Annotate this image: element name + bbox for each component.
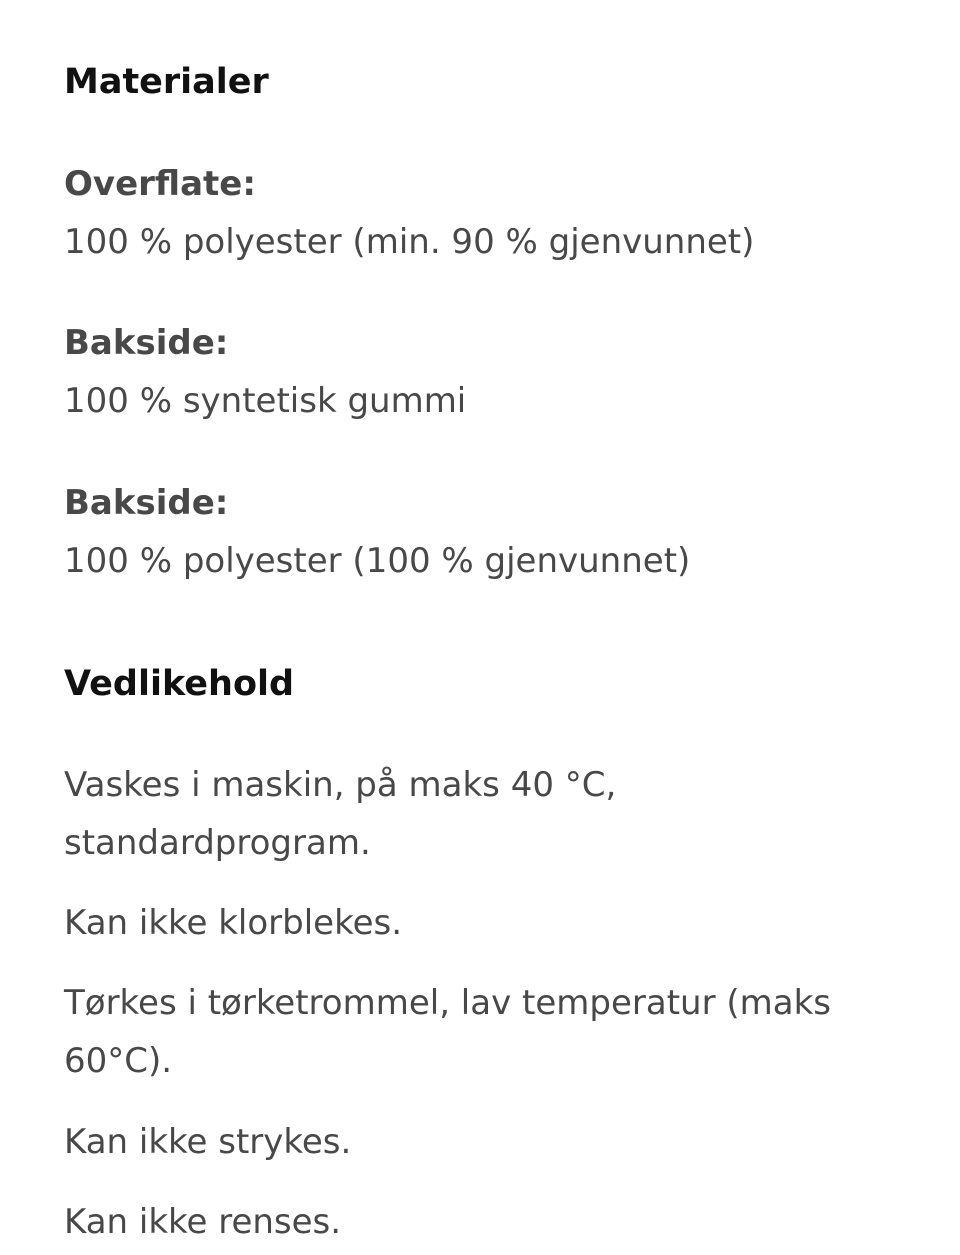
material-value-surface: 100 % polyester (min. 90 % gjenvunnet) [64,222,755,262]
care-instruction-dryclean: Kan ikke renses. [64,1202,342,1242]
care-instruction-wash: Vaskes i maskin, på maks 40 °C, standardprogram. [64,765,617,863]
care-heading: Vedlikehold [64,664,295,704]
material-value-backing-2: 100 % polyester (100 % gjenvunnet) [64,541,691,581]
materials-heading: Materialer [64,62,269,102]
material-label-surface: Overflate: [64,164,256,204]
care-instruction-dry: Tørkes i tørketrommel, lav temperatur (maks 60°C). [64,983,831,1081]
material-label-backing-1: Bakside: [64,323,229,363]
care-instruction-bleach: Kan ikke klorblekes. [64,903,403,943]
material-label-backing-2: Bakside: [64,483,229,523]
material-value-backing-1: 100 % syntetisk gummi [64,381,467,421]
care-instruction-iron: Kan ikke strykes. [64,1122,352,1162]
